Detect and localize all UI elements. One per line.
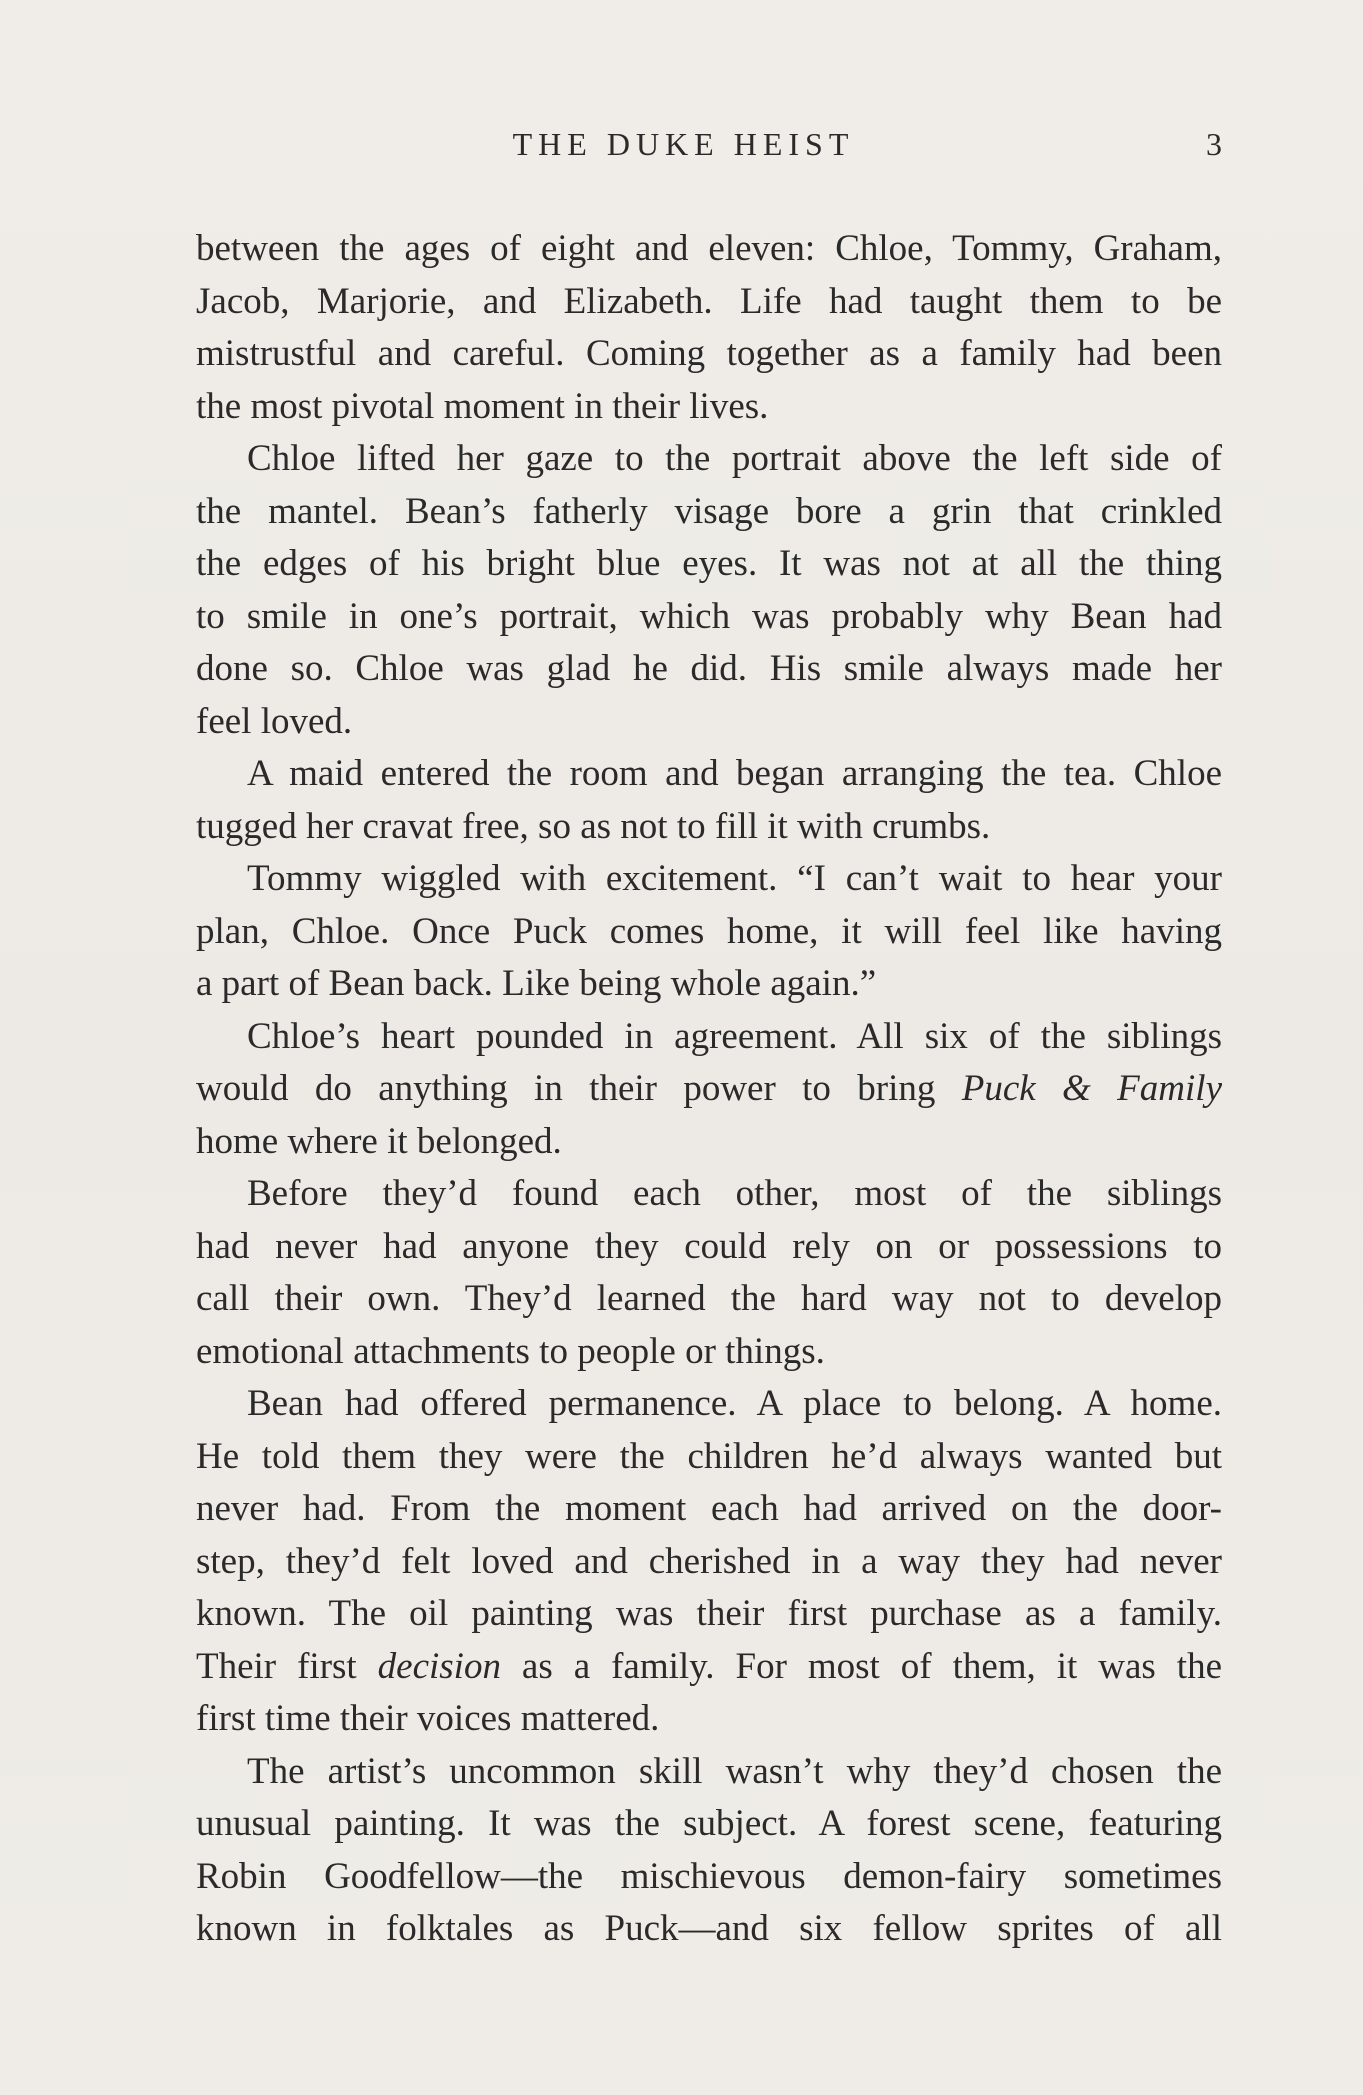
text-line	[145, 1641, 1222, 1694]
text-line: feel loved.	[196, 700, 353, 742]
paragraph-3	[145, 748, 1222, 853]
text-line: home where it belonged.	[196, 1120, 562, 1162]
emphasis-word: decision	[377, 1645, 501, 1687]
text-line: Robin Goodfellow—the mischievous demon-fairy sometimes	[196, 1855, 1222, 1897]
text-line: the mantel. Bean’s fatherly visage bore a grin that crinkled	[196, 490, 1222, 532]
text-line: Jacob, Marjorie, and Elizabeth. Life had taught them to be	[196, 280, 1222, 322]
text-line: A maid entered the room and began arranging the tea. Chloe	[247, 753, 1222, 794]
paragraph-8	[145, 1746, 1222, 1956]
text-line: mistrustful and careful. Coming together as a family had been	[196, 333, 1222, 374]
text-line: Before they’d found each other, most of the siblings	[247, 1173, 1222, 1214]
text-line: never had. From the moment each had arrived on the door-	[196, 1488, 1222, 1529]
paragraph-6	[145, 1168, 1222, 1378]
text-line	[145, 1063, 1222, 1116]
body-text	[145, 223, 1222, 1956]
text-line: known in folktales as Puck—and six fellow sprites of all	[196, 1908, 1222, 1949]
text-line: the most pivotal moment in their lives.	[196, 385, 769, 427]
text-line: done so. Chloe was glad he did. His smile always made her	[196, 648, 1222, 689]
text-line: The artist’s uncommon skill wasn’t why they’d chosen the	[247, 1750, 1222, 1792]
text-line: unusual painting. It was the subject. A forest scene, featuring	[196, 1803, 1222, 1844]
paragraph-4	[145, 853, 1222, 1011]
text-line: Chloe lifted her gaze to the portrait above the left side of	[247, 438, 1222, 479]
text-line: Tommy wiggled with excitement. “I can’t wait to hear your	[247, 858, 1222, 899]
text-line: Bean had offered permanence. A place to belong. A home.	[247, 1383, 1222, 1424]
text-line: first time their voices mattered.	[196, 1698, 660, 1739]
text-segment: would do anything in their power to bring	[196, 1068, 962, 1109]
text-line: He told them they were the children he’d always wanted but	[196, 1435, 1222, 1477]
running-title: THE DUKE HEIST	[512, 126, 855, 162]
text-line: the edges of his bright blue eyes. It was not at all the thing	[196, 543, 1222, 584]
text-line: emotional attachments to people or things.	[196, 1330, 825, 1372]
painting-title: Puck & Family	[961, 1068, 1222, 1109]
text-line: between the ages of eight and eleven: Chloe, Tommy, Graham,	[196, 228, 1222, 269]
text-line: had never had anyone they could rely on or possessions to	[196, 1225, 1222, 1267]
text-line: known. The oil painting was their first purchase as a family.	[196, 1593, 1222, 1634]
running-header	[145, 126, 1222, 166]
text-line: Chloe’s heart pounded in agreement. All six of the siblings	[247, 1015, 1222, 1057]
paragraph-5	[145, 1011, 1222, 1169]
text-segment: Their first	[196, 1645, 378, 1687]
text-line: plan, Chloe. Once Puck comes home, it will feel like having	[196, 910, 1222, 952]
text-line: step, they’d felt loved and cherished in a way they had never	[196, 1540, 1222, 1582]
page-number: 3	[1206, 126, 1222, 162]
paragraph-2	[145, 433, 1222, 748]
paragraph-1	[145, 223, 1222, 433]
text-line: tugged her cravat free, so as not to fill it with crumbs.	[196, 805, 991, 847]
text-line: call their own. They’d learned the hard way not to develop	[196, 1278, 1222, 1319]
paragraph-7	[145, 1378, 1222, 1746]
text-line: to smile in one’s portrait, which was probably why Bean had	[196, 595, 1222, 637]
text-segment: as a family. For most of them, it was the	[500, 1645, 1222, 1687]
text-line: a part of Bean back. Like being whole again.”	[196, 963, 877, 1004]
